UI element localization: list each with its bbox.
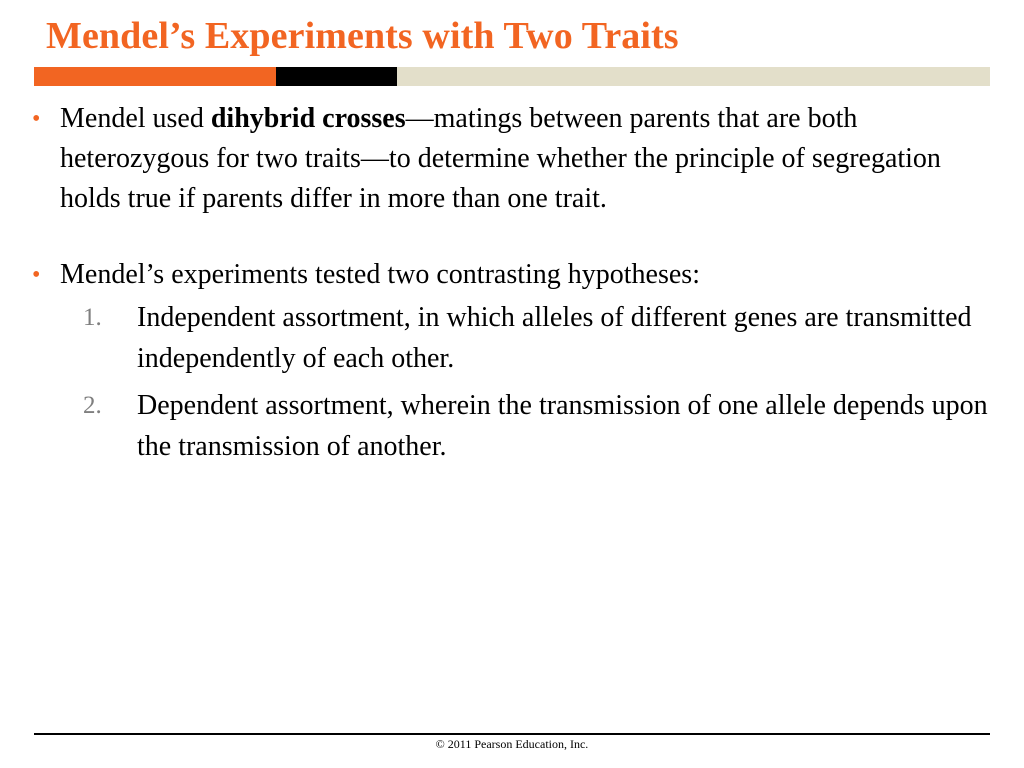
title-divider-bar: [34, 67, 990, 86]
numbered-item-text: Independent assortment, in which alleles of different genes are transmitted independently of each other.: [137, 302, 972, 374]
item-number: 1.: [83, 304, 102, 331]
slide-title: Mendel’s Experiments with Two Traits: [46, 15, 679, 57]
numbered-item: [83, 297, 992, 379]
bullet-item: [30, 255, 992, 295]
divider-black-segment: [276, 67, 397, 86]
item-number: 2.: [83, 392, 102, 419]
divider-orange-segment: [34, 67, 276, 86]
bullet-text-lead: Mendel used: [60, 103, 211, 134]
numbered-item: [83, 385, 992, 467]
bullet-dot-icon: •: [32, 106, 41, 132]
copyright-footer: © 2011 Pearson Education, Inc.: [435, 737, 589, 751]
slide-body: [30, 99, 992, 467]
bullet-item: [30, 99, 992, 219]
bullet-text-bold-term: dihybrid crosses: [210, 103, 406, 134]
bullet-text-rest: —matings between parents that are both heterozygous for two traits—to determine whether the principle of segregation holds true if parents differ in more than one trait.: [60, 103, 941, 214]
divider-beige-segment: [397, 67, 990, 86]
numbered-item-text: Dependent assortment, wherein the transmission of one allele depends upon the transmission of another.: [137, 390, 988, 462]
bullet-dot-icon: •: [32, 262, 41, 288]
footer-divider: [34, 733, 990, 735]
bullet-text: Mendel’s experiments tested two contrasting hypotheses:: [60, 259, 700, 290]
